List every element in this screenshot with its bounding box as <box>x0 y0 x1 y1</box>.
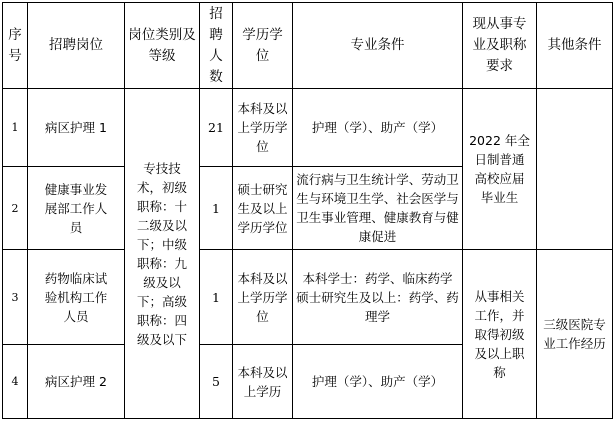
cell-education: 硕士研究生及以上学历学位 <box>233 167 293 250</box>
header-major: 专业条件 <box>293 3 463 89</box>
cell-position: 药物临床试验机构工作人员 <box>28 250 125 345</box>
cell-count: 5 <box>200 345 233 419</box>
recruitment-table <box>2 2 613 419</box>
cell-index: 1 <box>3 89 28 167</box>
cell-major: 本科学士：药学、临床药学 硕士研究生及以上：药学、药理学 <box>293 250 463 345</box>
header-index: 序号 <box>3 3 28 89</box>
cell-count: 1 <box>200 167 233 250</box>
cell-position: 病区护理 2 <box>28 345 125 419</box>
header-position: 招聘岗位 <box>28 3 125 89</box>
cell-education: 本科及以上学历学位 <box>233 250 293 345</box>
cell-education: 本科及以上学历学位 <box>233 89 293 167</box>
header-count: 招聘人数 <box>200 3 233 89</box>
header-education: 学历学位 <box>233 3 293 89</box>
header-row <box>3 3 613 89</box>
header-current-major: 现从事专业及职称要求 <box>463 3 537 89</box>
cell-position: 病区护理 1 <box>28 89 125 167</box>
header-other: 其他条件 <box>537 3 613 89</box>
cell-count: 21 <box>200 89 233 167</box>
table-row <box>3 89 613 167</box>
cell-current-major: 从事相关工作，并取得初级及以上职称 <box>463 250 537 419</box>
cell-index: 4 <box>3 345 28 419</box>
table-row <box>3 250 613 345</box>
cell-index: 2 <box>3 167 28 250</box>
cell-index: 3 <box>3 250 28 345</box>
cell-count: 1 <box>200 250 233 345</box>
cell-position: 健康事业发展部工作人员 <box>28 167 125 250</box>
cell-current-major: 2022 年全日制普通高校应届毕业生 <box>463 89 537 250</box>
cell-major: 流行病与卫生统计学、劳动卫生与环境卫生学、社会医学与卫生事业管理、健康教育与健康促进 <box>293 167 463 250</box>
cell-other-empty <box>537 89 613 250</box>
cell-major: 护理（学）、助产（学） <box>293 89 463 167</box>
cell-education: 本科及以上学历 <box>233 345 293 419</box>
header-category: 岗位类别及等级 <box>125 3 200 89</box>
cell-category: 专技技术，初级职称：十二级及以下；中级职称：九级及以下；高级职称：四级及以下 <box>125 89 200 419</box>
cell-other: 三级医院专业工作经历 <box>537 250 613 419</box>
cell-major: 护理（学）、助产（学） <box>293 345 463 419</box>
